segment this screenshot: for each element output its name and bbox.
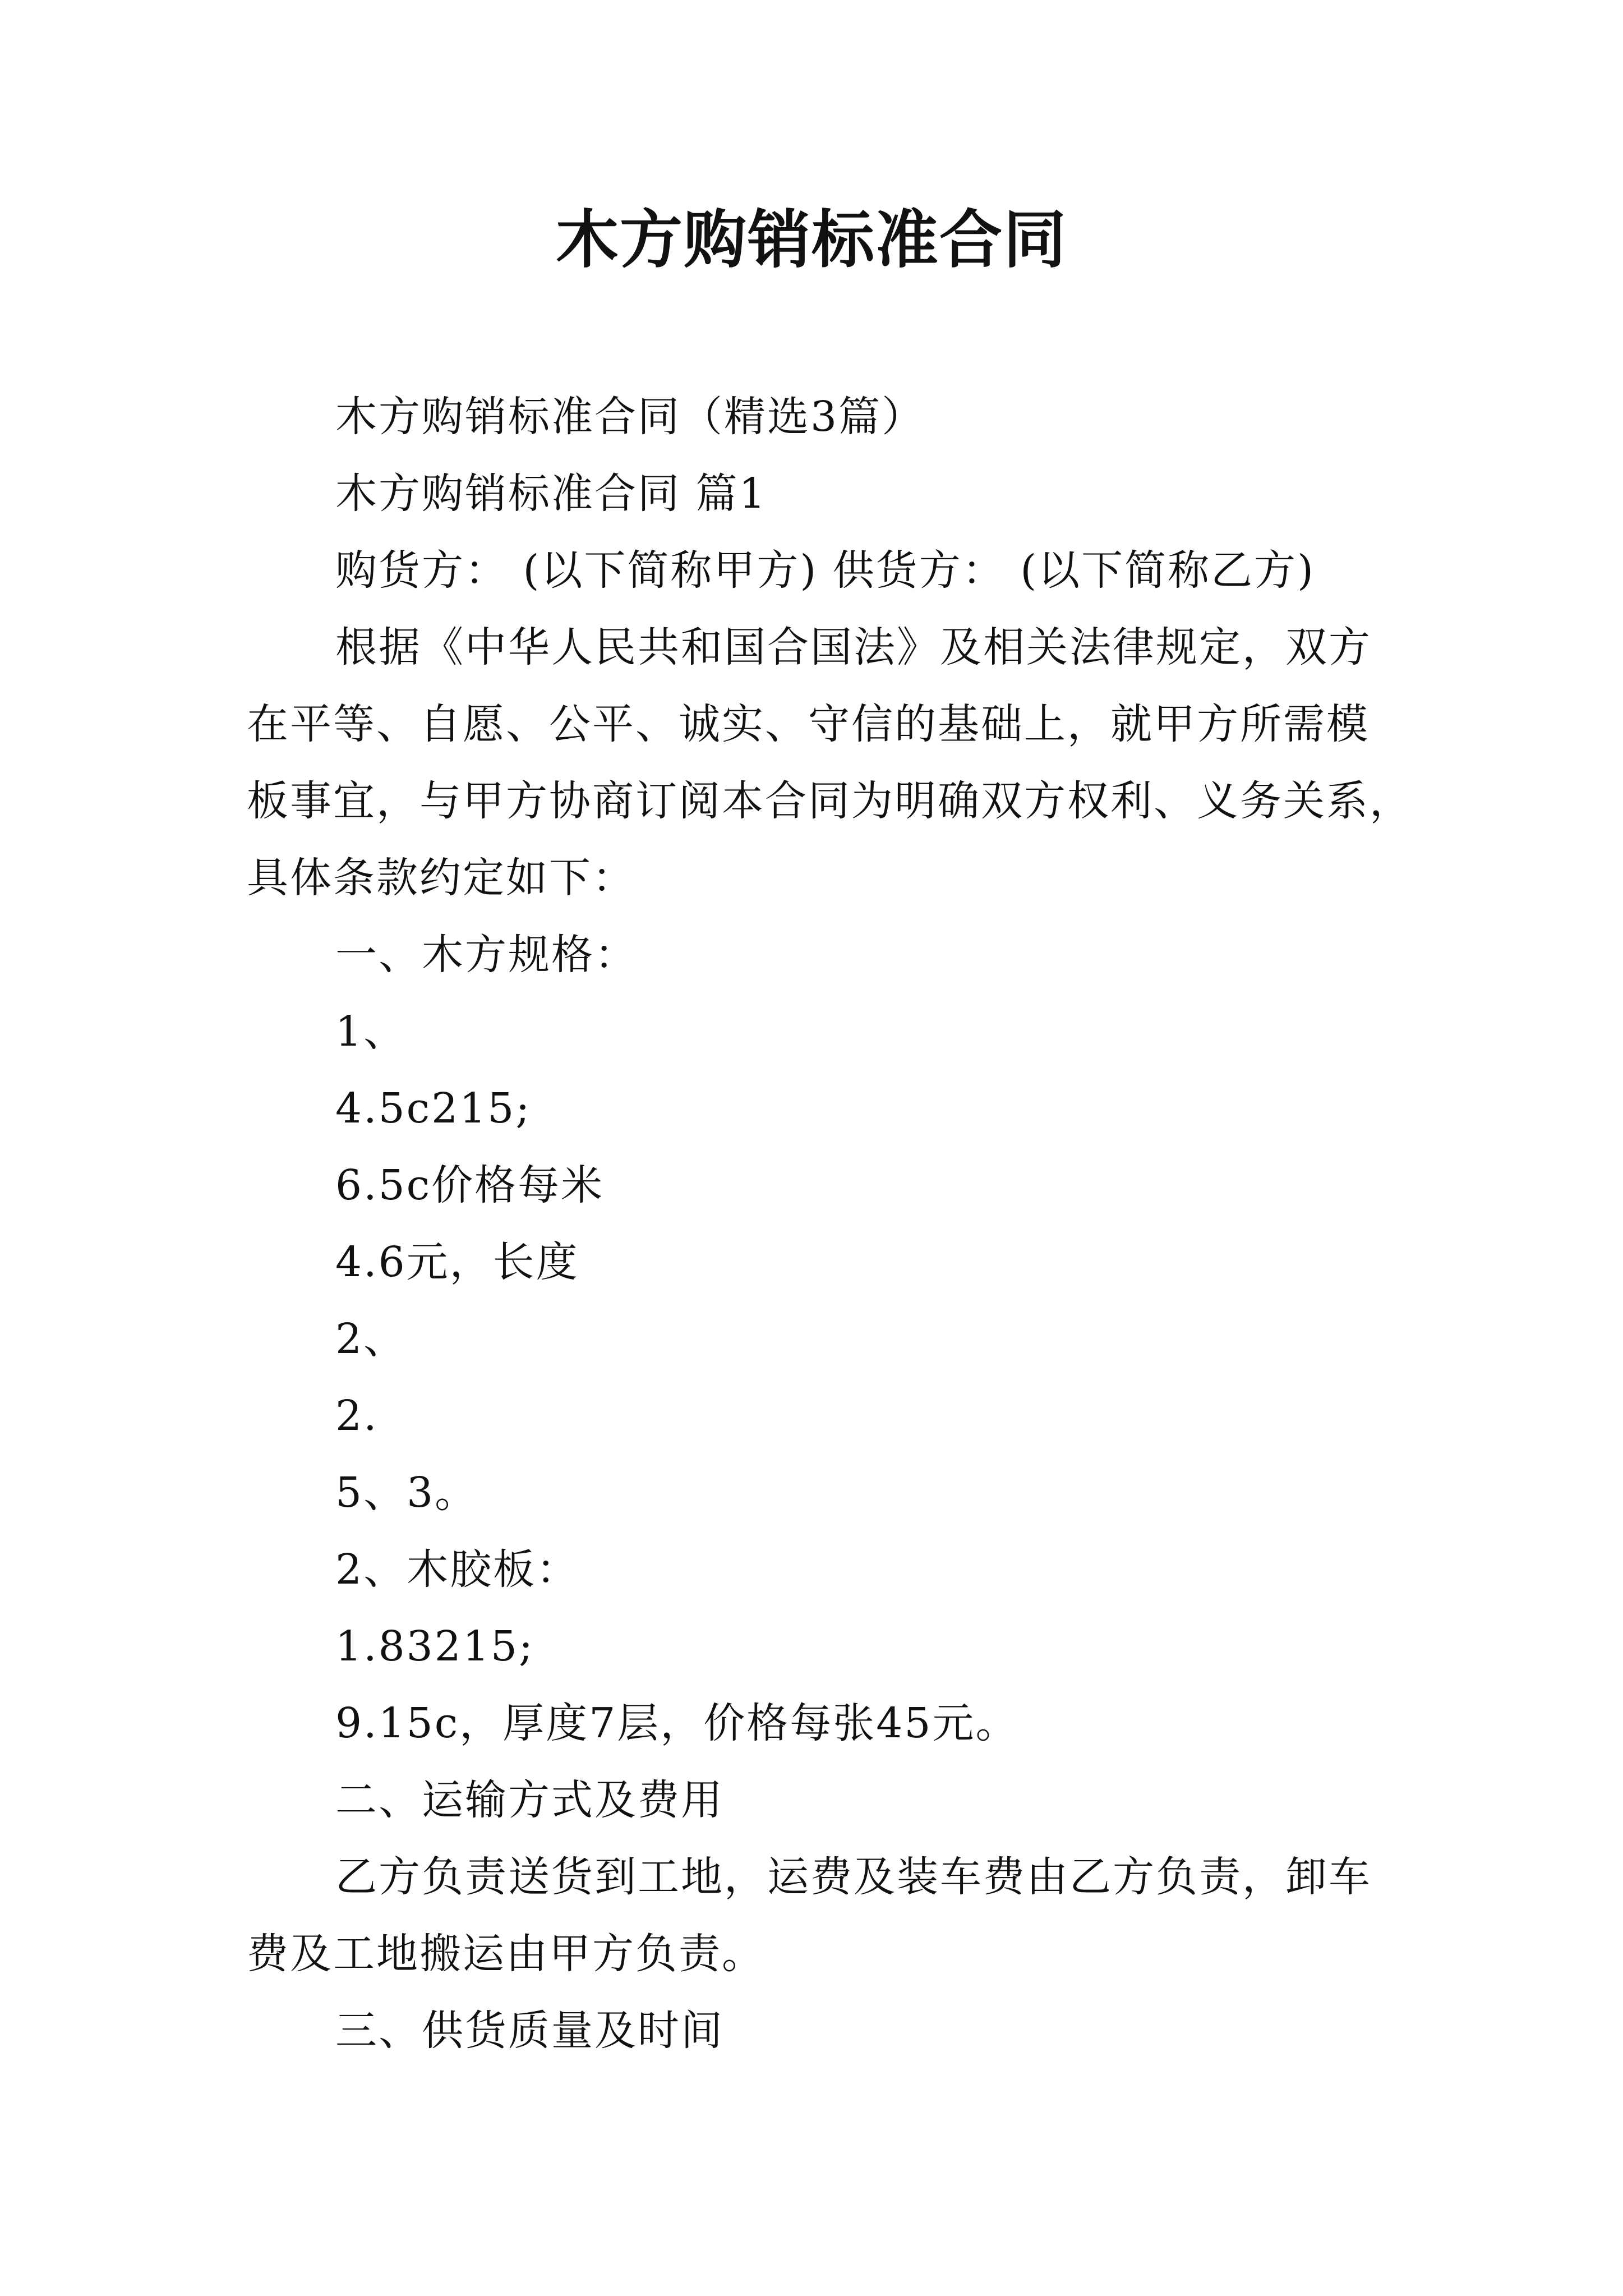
clause-heading-quality-time: 三、供货质量及时间 xyxy=(335,2007,724,2055)
transport-line2: 费及工地搬运由甲方负责。 xyxy=(247,1930,765,1978)
transport-line1: 乙方负责送货到工地，运费及装车费由乙方负责，卸车 xyxy=(335,1853,1372,1901)
spec-line-1: 4.5c215; xyxy=(335,1084,532,1133)
list-item-2: 2、 xyxy=(335,1315,407,1363)
document-title: 木方购销标准合同 xyxy=(556,203,1067,277)
spec-line-3: 4.6元，长度 xyxy=(335,1238,579,1286)
subtitle-selection: 木方购销标准合同（精选3篇） xyxy=(335,393,925,441)
section-heading-part1: 木方购销标准合同 篇1 xyxy=(335,470,767,518)
clause-heading-transport: 二、运输方式及费用 xyxy=(335,1776,724,1824)
paragraph-intro-line3: 板事宜，与甲方协商订阅本合同为明确双方权利、义务关系， xyxy=(247,777,1413,825)
list-item-1: 1、 xyxy=(335,1007,407,1056)
spec-line-6: 1.83215; xyxy=(335,1622,534,1671)
paragraph-intro-line1: 根据《中华人民共和国合国法》及相关法律规定，双方 xyxy=(335,623,1372,671)
clause-heading-wood-spec: 一、木方规格： xyxy=(335,931,638,979)
spec-line-2: 6.5c价格每米 xyxy=(335,1161,605,1209)
parties-line: 购货方： (以下简称甲方) 供货方： (以下简称乙方) xyxy=(335,546,1316,595)
paragraph-intro-line2: 在平等、自愿、公平、诚实、守信的基础上，就甲方所需模 xyxy=(247,700,1370,748)
list-item-plywood: 2、木胶板： xyxy=(335,1545,580,1594)
spec-line-4: 2. xyxy=(335,1392,379,1440)
paragraph-intro-line4: 具体条款约定如下： xyxy=(247,854,635,902)
spec-line-7: 9.15c，厚度7层，价格每张45元。 xyxy=(335,1699,1019,1747)
spec-line-5: 5、3。 xyxy=(335,1469,478,1517)
